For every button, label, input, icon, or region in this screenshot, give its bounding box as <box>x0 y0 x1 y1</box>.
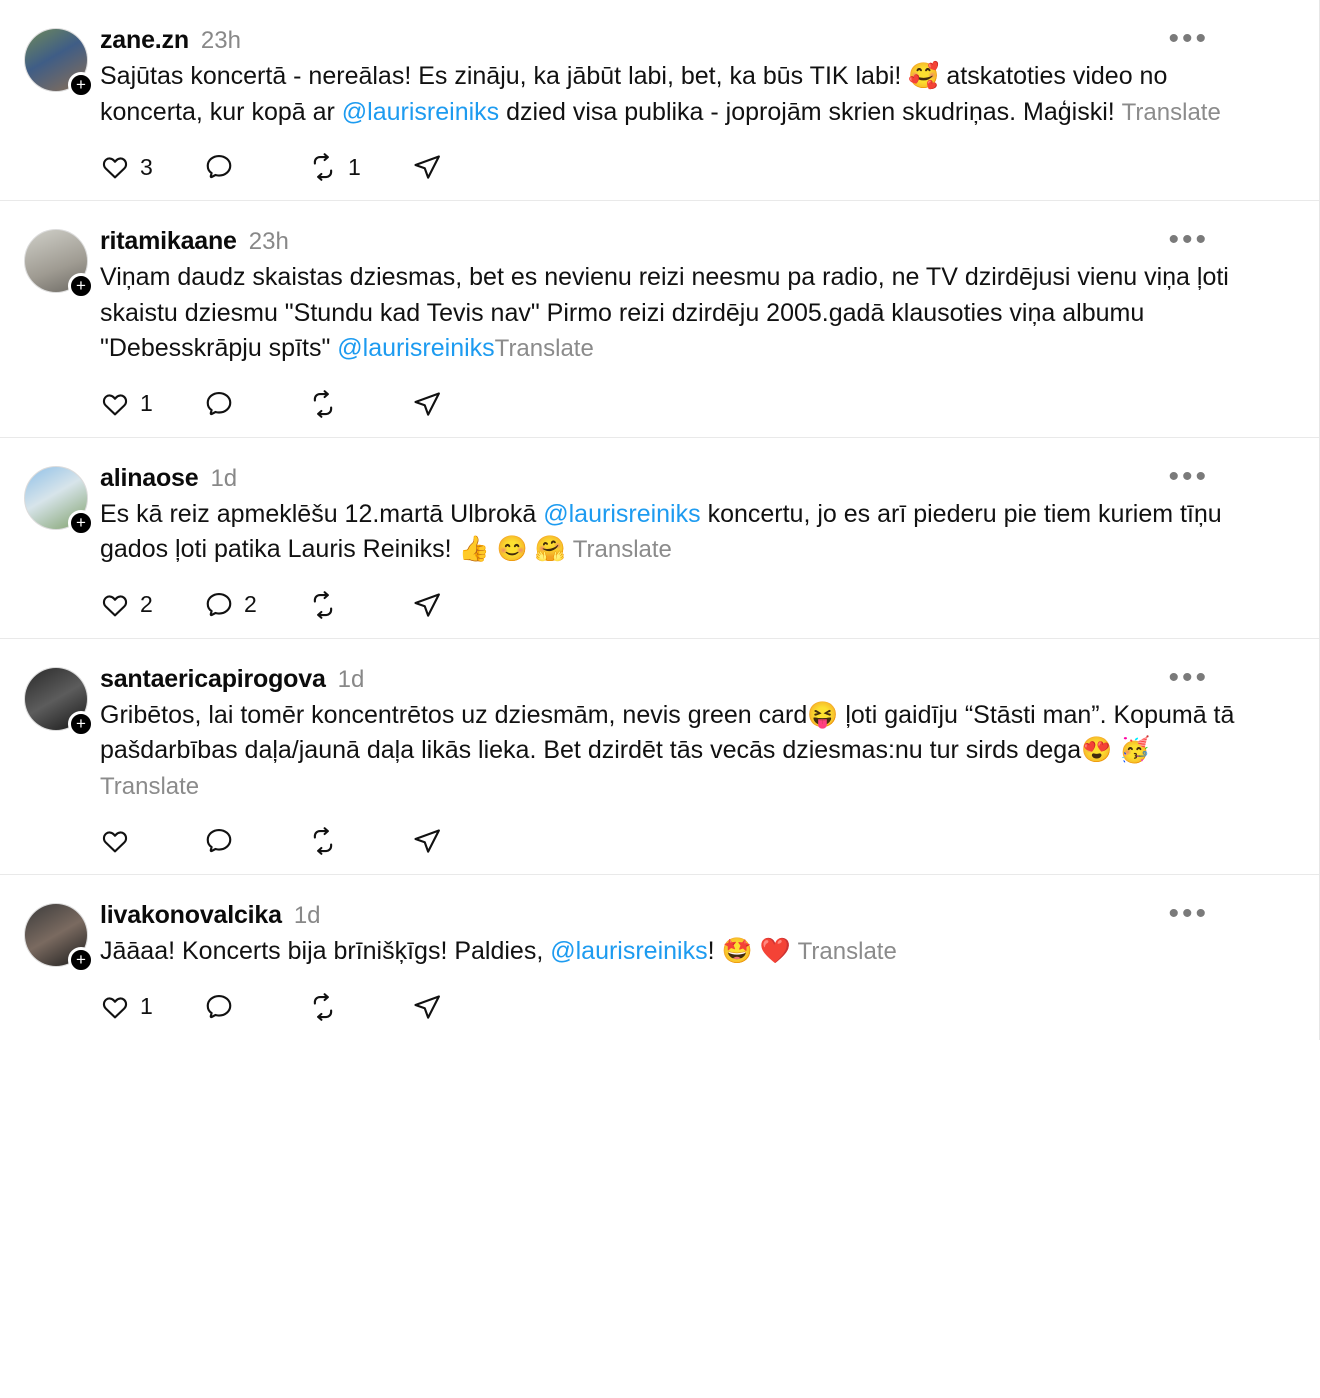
comment-username[interactable]: zane.zn <box>100 26 189 54</box>
comment-actions <box>100 389 1255 419</box>
repost-button[interactable] <box>308 590 412 620</box>
mention-link[interactable]: @laurisreiniks <box>543 499 701 528</box>
repost-button-count: 1 <box>348 153 361 180</box>
comment-post <box>0 201 1319 438</box>
send-icon <box>412 992 442 1022</box>
comment-text <box>100 497 1255 568</box>
comment-text-run: dzied visa publika - joprojām skrien skudriņas. Maģiski! <box>499 97 1122 126</box>
more-options-icon[interactable]: ••• <box>1168 897 1209 930</box>
repost-icon <box>308 590 338 620</box>
mention-link[interactable]: @laurisreiniks <box>337 334 495 362</box>
comment-timestamp: 23h <box>200 27 241 54</box>
comment-text <box>100 59 1255 130</box>
comment-text-run: ! 🤩 ❤️ <box>707 937 798 965</box>
like-button[interactable] <box>100 152 204 182</box>
repost-icon <box>308 826 338 856</box>
comment-icon <box>204 826 234 856</box>
more-options-icon[interactable]: ••• <box>1168 22 1209 55</box>
comment-text <box>100 934 1255 970</box>
heart-icon <box>100 590 130 620</box>
share-button[interactable] <box>412 992 516 1022</box>
comment-text <box>100 260 1255 367</box>
reply-button[interactable] <box>204 590 308 620</box>
avatar[interactable] <box>24 26 100 92</box>
comment-actions <box>100 590 1255 620</box>
comment-post <box>0 639 1319 876</box>
share-button[interactable] <box>412 826 516 856</box>
reply-button[interactable] <box>204 826 308 856</box>
more-options-icon[interactable]: ••• <box>1168 459 1209 493</box>
comment-actions <box>100 992 1255 1022</box>
send-icon <box>412 826 442 856</box>
more-options-icon[interactable]: ••• <box>1168 660 1209 694</box>
comment-timestamp: 1d <box>337 665 365 693</box>
like-button-count: 3 <box>140 153 153 180</box>
repost-button[interactable] <box>308 389 412 419</box>
follow-plus-icon[interactable]: + <box>68 510 94 536</box>
avatar[interactable] <box>24 665 100 731</box>
like-button-count: 1 <box>140 993 153 1019</box>
comment-post <box>0 875 1319 1040</box>
translate-link[interactable]: Translate <box>100 772 200 800</box>
like-button[interactable] <box>100 389 204 419</box>
translate-link[interactable]: Translate <box>572 536 672 563</box>
repost-button[interactable] <box>308 992 412 1022</box>
send-icon <box>412 389 442 419</box>
share-button[interactable] <box>412 590 516 620</box>
comment-post <box>0 438 1319 639</box>
comment-text <box>100 698 1255 805</box>
like-button-count: 1 <box>140 390 153 416</box>
repost-button[interactable] <box>308 826 412 856</box>
follow-plus-icon[interactable]: + <box>68 72 94 98</box>
comment-text-run: koncertu, jo es arī piederu pie tiem kuriem tīņu gados ļoti patika Lauris Reiniks! 👍 😊 🤗 <box>100 499 1222 563</box>
send-icon <box>412 590 442 620</box>
heart-icon <box>100 152 130 182</box>
comment-timestamp: 1d <box>293 902 321 929</box>
comment-timestamp: 1d <box>210 464 238 492</box>
share-button[interactable] <box>412 152 516 182</box>
reply-button-count: 2 <box>244 591 257 617</box>
comment-username[interactable]: ritamikaane <box>100 227 237 255</box>
comment-icon <box>204 590 234 620</box>
reply-button[interactable] <box>204 152 308 182</box>
comment-text-run: Viņam daudz skaistas dziesmas, bet es nevienu reizi neesmu pa radio, ne TV dzirdējusi vienu viņa ļoti skaistu dziesmu "Stundu kad Tevis nav" Pirmo reizi dzirdēju 2005.gadā klausoties viņa albumu "Debesskrāpju spīts" <box>100 263 1229 362</box>
comment-actions <box>100 826 1255 856</box>
comment-username[interactable]: santaericapirogova <box>100 664 326 693</box>
repost-icon <box>308 992 338 1022</box>
send-icon <box>412 152 442 182</box>
mention-link[interactable]: @laurisreiniks <box>550 937 708 965</box>
more-options-icon[interactable]: ••• <box>1168 223 1209 256</box>
like-button[interactable] <box>100 590 204 620</box>
translate-link[interactable]: Translate <box>1121 98 1221 126</box>
avatar[interactable] <box>24 901 100 967</box>
heart-icon <box>100 826 130 856</box>
translate-link[interactable]: Translate <box>797 938 897 965</box>
repost-button[interactable] <box>308 152 412 182</box>
comment-icon <box>204 389 234 419</box>
avatar[interactable] <box>24 464 100 530</box>
share-button[interactable] <box>412 389 516 419</box>
translate-link[interactable]: Translate <box>494 335 594 362</box>
comment-username[interactable]: alinaose <box>100 463 199 492</box>
like-button[interactable] <box>100 826 204 856</box>
like-button[interactable] <box>100 992 204 1022</box>
comment-post <box>0 0 1319 201</box>
heart-icon <box>100 992 130 1022</box>
reply-button[interactable] <box>204 992 308 1022</box>
follow-plus-icon[interactable]: + <box>68 947 94 973</box>
avatar[interactable] <box>24 227 100 293</box>
comment-text-run: Gribētos, lai tomēr koncentrētos uz dziesmām, nevis green card😝 ļoti gaidīju “Stāsti man”. Kopumā tā pašdarbības daļa/jaunā daļa likās lieka. Bet dzirdēt tās vecās dziesmas:nu tur sirds dega😍 🥳 <box>100 700 1235 764</box>
reply-button[interactable] <box>204 389 308 419</box>
comment-icon <box>204 992 234 1022</box>
comment-text-run: Sajūtas koncertā - nereālas! Es zināju, ka jābūt labi, bet, ka būs TIK labi! 🥰 atskatoties video no koncerta, kur kopā ar <box>100 62 1168 126</box>
follow-plus-icon[interactable]: + <box>68 273 94 299</box>
comment-timestamp: 23h <box>248 228 289 255</box>
follow-plus-icon[interactable]: + <box>68 711 94 737</box>
comment-text-run: Jāāaa! Koncerts bija brīnišķīgs! Paldies, <box>100 937 551 965</box>
comment-actions <box>100 152 1255 182</box>
comment-username[interactable]: livakonovalcika <box>100 901 282 929</box>
comment-text-run: Es kā reiz apmeklēšu 12.martā Ulbrokā <box>100 499 544 528</box>
repost-icon <box>308 152 338 182</box>
repost-icon <box>308 389 338 419</box>
mention-link[interactable]: @laurisreiniks <box>341 97 500 126</box>
heart-icon <box>100 389 130 419</box>
like-button-count: 2 <box>140 591 153 617</box>
comment-icon <box>204 152 234 182</box>
